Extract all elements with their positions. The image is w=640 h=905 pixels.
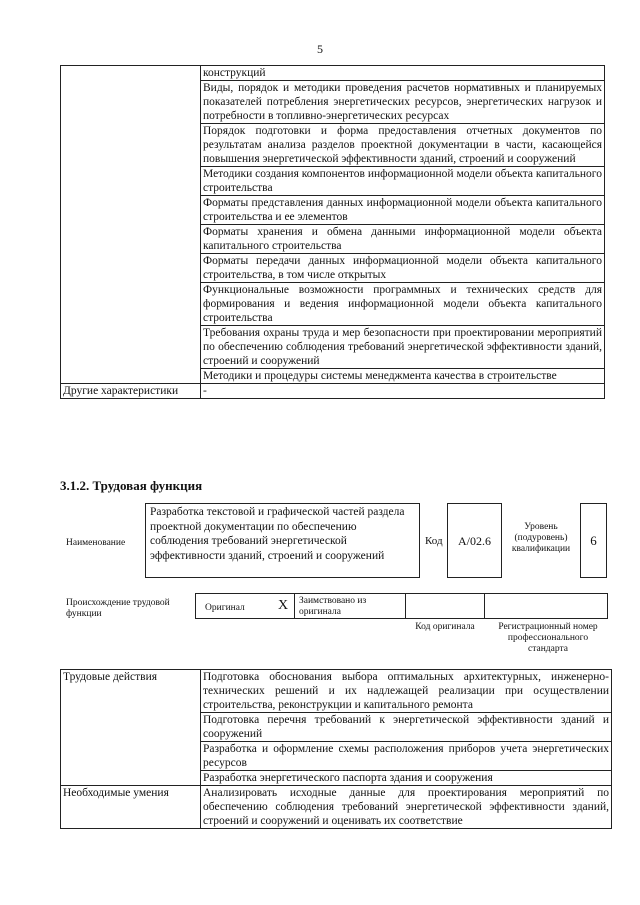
table-cell: Разработка и оформление схемы расположения приборов учета энергетических ресурсов: [201, 742, 612, 771]
section-title: 3.1.2. Трудовая функция: [60, 478, 203, 493]
knowledge-table: [60, 65, 605, 399]
level-value: 6: [590, 533, 597, 548]
original-box: [195, 593, 295, 619]
table-cell: Разработка энергетического паспорта здания и сооружения: [201, 771, 612, 786]
table-cell: Подготовка перечня требований к энергетической эффективности зданий и сооружений: [201, 713, 612, 742]
origin-code-caption: Код оригинала: [415, 622, 475, 632]
table-cell: Форматы хранения и обмена данными информационной модели объекта капитального строительства: [201, 225, 605, 254]
table-row: [61, 66, 605, 81]
origin-code-box: [405, 593, 485, 619]
code-value: А/02.6: [458, 534, 491, 548]
table-cell: Методики и процедуры системы менеджмента качества в строительстве: [201, 369, 605, 384]
name-value-box: [145, 503, 420, 578]
other-characteristics-value: -: [201, 384, 605, 399]
borrowed-box: [294, 593, 406, 619]
page-number: 5: [317, 42, 323, 56]
table-cell: конструкций: [201, 66, 605, 81]
table-row: [61, 786, 612, 829]
other-characteristics-label: Другие характеристики: [61, 384, 201, 399]
table-cell: Подготовка обоснования выбора оптимальных архитектурных, инженерно-технических решений и их надлежащей реализации при осуществлении строительства, реконструкции и капитального ремонта: [201, 670, 612, 713]
table-cell: Функциональные возможности программных и технических средств для формирования и ведения информационной модели объекта капитального строительства: [201, 283, 605, 326]
table-cell: Методики создания компонентов информационной модели объекта капитального строительства: [201, 167, 605, 196]
table-cell: Требования охраны труда и мер безопасности при проектировании мероприятий по обеспечению соблюдения требований энергетической эффективности зданий, строений и сооружений: [201, 326, 605, 369]
origin-reg-box: [484, 593, 608, 619]
table-row: [61, 384, 605, 399]
level-value-box: [580, 503, 607, 578]
table-cell-empty: [61, 66, 201, 384]
name-value: Разработка текстовой и графической частей раздела проектной документации по обеспечению соблюдения требований энергетической эффективности зданий, строений и сооружений: [150, 506, 405, 562]
table-cell: Форматы представления данных информационной модели объекта капитального строительства и ее элементов: [201, 196, 605, 225]
borrowed-label: Заимствовано из оригинала: [299, 596, 367, 617]
table-cell: Порядок подготовки и форма предоставления отчетных документов по результатам анализа разделов проектной документации в части, касающейся повышения энергетической эффективности зданий, строений и сооружений: [201, 124, 605, 167]
origin-reg-caption: Регистрационный номер профессионального стандарта: [498, 622, 598, 654]
level-label: Уровень (подуровень) квалификации: [511, 522, 571, 554]
original-mark: X: [278, 598, 289, 613]
table-cell: Виды, порядок и методики проведения расчетов нормативных и планируемых показателей потребления энергетических ресурсов, энергетических нагрузок и потребности в топливно-энергетических ресурсах: [201, 81, 605, 124]
table-row: [61, 670, 612, 713]
name-label: Наименование: [66, 538, 126, 548]
table-cell: Анализировать исходные данные для проектирования мероприятий по обеспечению соблюдения требований энергетической эффективности зданий, строений и сооружений и оценивать их соответствие: [201, 786, 612, 829]
actions-label: Трудовые действия: [61, 670, 201, 786]
skills-label: Необходимые умения: [61, 786, 201, 829]
code-label: Код: [425, 535, 443, 547]
origin-label: Происхождение трудовой функции: [66, 598, 170, 619]
labor-actions-table: [60, 669, 612, 829]
code-value-box: [447, 503, 502, 578]
table-cell: Форматы передачи данных информационной модели объекта капитального строительства, в том числе открытых: [201, 254, 605, 283]
original-label: Оригинал: [205, 603, 245, 613]
